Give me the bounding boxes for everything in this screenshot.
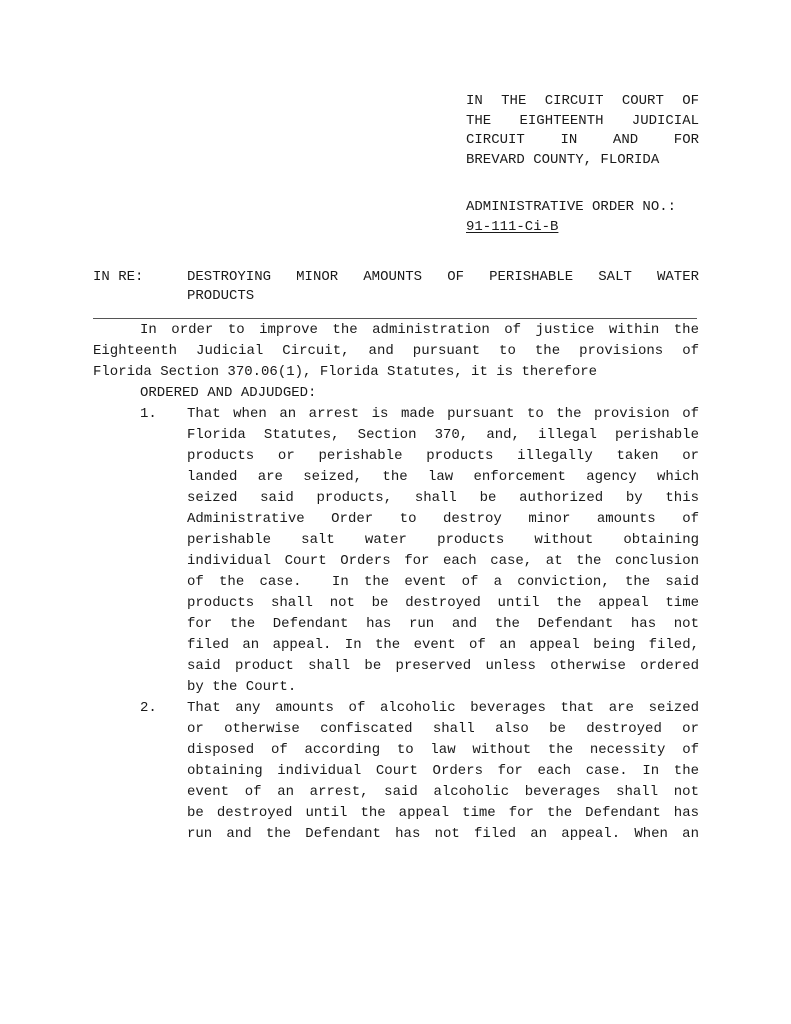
item-line: be destroyed until the appeal time for the Defendant has (187, 805, 699, 821)
in-re-label: IN RE: (93, 269, 144, 285)
item-line: That when an arrest is made pursuant to the provision of (187, 406, 699, 422)
item-line: individual Court Orders for each case, at the conclusion (187, 553, 699, 569)
caption-line: IN THE CIRCUIT COURT OF (466, 93, 699, 109)
item-number: 2. (140, 700, 157, 716)
item-line: seized said products, shall be authorized by this (187, 490, 699, 506)
item-line: products shall not be destroyed until the appeal time (187, 595, 699, 611)
caption-line: THE EIGHTEENTH JUDICIAL (466, 112, 699, 129)
order-label: ADMINISTRATIVE ORDER NO.: (466, 199, 677, 215)
intro-line: In order to improve the administration of justice within the (140, 322, 699, 338)
caption-line: CIRCUIT IN AND FOR (466, 132, 699, 148)
subject-line: DESTROYING MINOR AMOUNTS OF PERISHABLE SALT WATER (187, 269, 699, 285)
item-line: obtaining individual Court Orders for each case. In the (187, 763, 699, 779)
caption-line: BREVARD COUNTY, FLORIDA (466, 151, 660, 168)
ordered-and-adjudged: ORDERED AND ADJUDGED: (140, 385, 317, 401)
item-line: by the Court. (187, 679, 297, 695)
item-line: event of an arrest, said alcoholic beverages shall not (187, 784, 699, 800)
item-line: for the Defendant has run and the Defendant has not (187, 616, 699, 632)
order-item-1 (187, 404, 699, 698)
item-line: Florida Statutes, Section 370, and, illegal perishable (187, 427, 699, 443)
intro-paragraph (93, 320, 699, 383)
item-line: Administrative Order to destroy minor amounts of (187, 511, 699, 527)
court-caption (466, 92, 699, 170)
order-item-2 (187, 698, 699, 845)
order-number: 91-111-Ci-B (466, 218, 559, 235)
administrative-order-number (466, 198, 706, 237)
intro-line: Eighteenth Judicial Circuit, and pursuant to the provisions of (93, 343, 699, 359)
item-line: products or perishable products illegally taken or (187, 448, 699, 464)
intro-line: Florida Section 370.06(1), Florida Statutes, it is therefore (93, 364, 598, 380)
item-line: disposed of according to law without the necessity of (187, 742, 699, 758)
horizontal-rule (93, 318, 697, 319)
item-line: run and the Defendant has not filed an appeal. When an (187, 826, 699, 842)
subject-line: PRODUCTS (187, 288, 255, 304)
item-number: 1. (140, 406, 157, 422)
item-line: perishable salt water products without obtaining (187, 532, 699, 548)
item-line: That any amounts of alcoholic beverages that are seized (187, 700, 699, 716)
item-line: or otherwise confiscated shall also be destroyed or (187, 721, 699, 737)
item-line: of the case. In the event of a conviction, the said (187, 574, 699, 590)
item-line: landed are seized, the law enforcement agency which (187, 469, 699, 485)
item-line: said product shall be preserved unless otherwise ordered (187, 658, 699, 674)
in-re-subject (187, 268, 699, 306)
item-line: filed an appeal. In the event of an appeal being filed, (187, 637, 699, 653)
